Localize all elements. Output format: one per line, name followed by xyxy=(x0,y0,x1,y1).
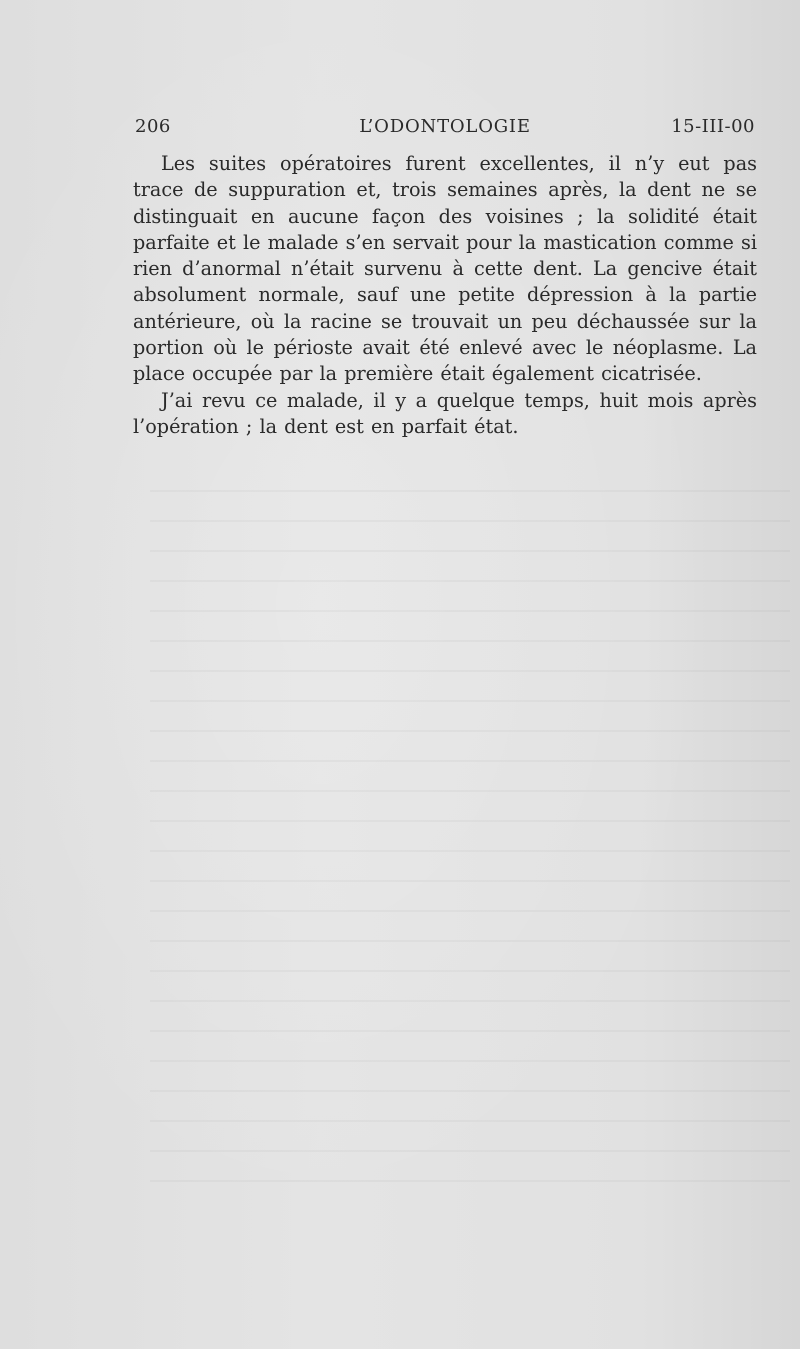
body-text xyxy=(133,151,757,440)
issue-date: 15-III-00 xyxy=(671,116,755,137)
show-through-texture xyxy=(150,490,790,1190)
paragraph: J’ai revu ce malade, il y a quelque temps, huit mois après l’opération ; la dent est en parfait état. xyxy=(133,388,757,438)
running-header xyxy=(135,116,755,142)
paragraph: Les suites opératoires furent excellentes, il n’y eut pas trace de suppuration et, trois semaines après, la dent ne se distinguait en aucune façon des voisines ; la solidité était parfaite et le malade s’en servait pour la mastication comme si rien d’anormal n’était survenu à cette dent. La gencive était absolument normale, sauf une petite dépression à la partie antérieure, où la racine se trouvait un peu déchaussée sur la portion où le périoste avait été enlevé avec le néoplasme. La place occupée par la première était également cicatrisée. xyxy=(133,152,757,386)
running-title: L’ODONTOLOGIE xyxy=(359,116,531,137)
page-number: 206 xyxy=(135,116,171,137)
